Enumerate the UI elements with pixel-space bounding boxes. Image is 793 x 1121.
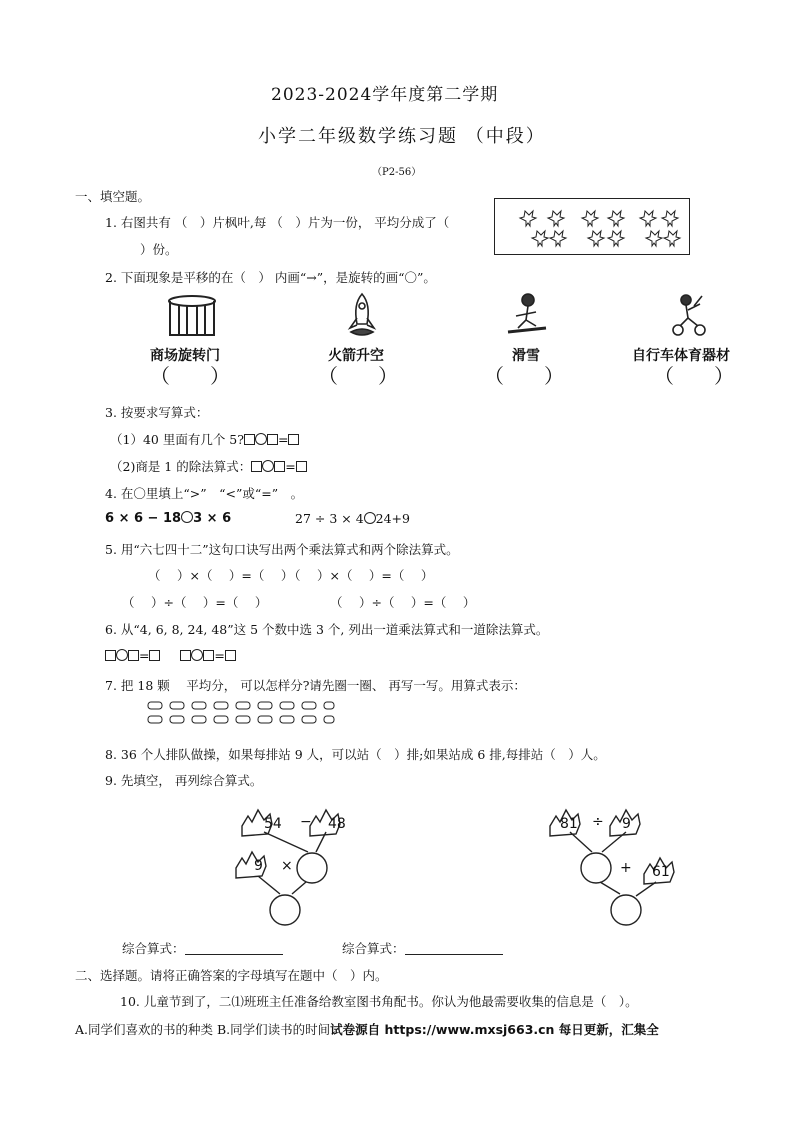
skier-icon (506, 292, 550, 338)
q1-line2: ）份。 (140, 242, 178, 257)
rocket-icon (345, 292, 379, 338)
candy-icon-group (146, 700, 336, 730)
answer-box[interactable] (225, 650, 236, 661)
q6-text: 6. 从“4, 6, 8, 24, 48”这 5 个数中选 3 个, 列出一道乘法算式和一道除法算式。 (105, 622, 549, 637)
q5-row1a[interactable]: （ ）×（ ）=（ ） (148, 568, 294, 583)
tree2-b: 9 (622, 816, 631, 832)
q2-caption-2: 火箭升空 (328, 348, 384, 364)
answer-box[interactable] (288, 434, 299, 445)
answer-box[interactable] (251, 461, 262, 472)
q4-expr1-left: 6 × 6 − 18 (105, 511, 182, 526)
tree1-op1: − (300, 814, 312, 830)
operator-circle[interactable] (255, 433, 267, 445)
exercise-bike-icon (668, 292, 710, 338)
paper-subtitle: 小学二年级数学练习题 （中段） (258, 126, 546, 147)
formula-label-2: 综合算式： (342, 941, 405, 956)
q4-expr2 (295, 511, 410, 526)
section-heading-fill: 一、填空题。 (75, 189, 151, 204)
revolving-door-icon (167, 295, 217, 339)
q5-text: 5. 用“六七四十二”这句口诀写出两个乘法算式和两个除法算式。 (105, 542, 459, 557)
tree2-op1: ÷ (592, 814, 604, 830)
q4-expr1-right: 3 × 6 (193, 511, 232, 526)
q5-row2a[interactable]: （ ）÷（ ）=（ ） (122, 595, 268, 610)
q2-caption-1: 商场旋转门 (150, 348, 220, 364)
tree2-op2: + (620, 860, 632, 876)
formula-1 (122, 939, 283, 957)
answer-box[interactable] (267, 434, 278, 445)
q4-expr2-left: 27 ÷ 3 × 4 (295, 511, 364, 526)
q3-sub2-label: （2)商是 1 的除法算式： (110, 459, 252, 474)
answer-box[interactable] (149, 650, 160, 661)
q3-sub2: （2)商是 1 的除法算式： = (110, 457, 307, 475)
q8-text: 8. 36 个人排队做操，如果每排站 9 人，可以站（ ）排;如果站成 6 排,每排站（ ）人。 (105, 747, 606, 762)
answer-box[interactable] (105, 650, 116, 661)
maple-leaves-image (494, 198, 690, 255)
q6-answer-row: = = (105, 648, 236, 663)
formula-2 (342, 939, 503, 957)
q10-options (75, 1020, 659, 1038)
q3-sub1: （1）40 里面有几个 5? = (110, 430, 299, 448)
q2-answer-1[interactable]: （ ） (150, 364, 230, 388)
tree2-a: 81 (560, 816, 578, 832)
q1-line1: 1. 右图共有 （ ）片枫叶,每 （ ）片为一份， 平均分成了（ (105, 215, 450, 230)
operator-circle[interactable] (116, 649, 128, 661)
q10-text: 10. 儿童节到了，二⑴班班主任准备给教室图书角配书。你认为他最需要收集的信息是（ ）。 (120, 994, 638, 1009)
answer-box[interactable] (180, 650, 191, 661)
answer-box[interactable] (203, 650, 214, 661)
q4-expr2-right: 24+9 (375, 511, 410, 526)
answer-box[interactable] (296, 461, 307, 472)
formula-label-1: 综合算式： (122, 941, 185, 956)
q2-answer-4[interactable]: （ ） (654, 364, 734, 388)
operator-circle[interactable] (262, 460, 274, 472)
formula-answer-line-2[interactable] (405, 943, 503, 955)
q2-text: 2. 下面现象是平移的在（ ） 内画“→”，是旋转的画“〇”。 (105, 270, 436, 285)
tree1-a: 54 (264, 816, 282, 832)
operator-circle[interactable] (191, 649, 203, 661)
q4-expr1 (105, 511, 231, 526)
q7-text: 7. 把 18 颗 平均分， 可以怎样分?请先圈一圈、 再写一写。用算式表示： (105, 678, 526, 693)
answer-box[interactable] (244, 434, 255, 445)
q10-option-a[interactable]: A.同学们喜欢的书的种类 (75, 1022, 214, 1037)
compare-circle[interactable] (364, 512, 376, 524)
q3-text: 3. 按要求写算式： (105, 405, 209, 420)
q2-answer-2[interactable]: （ ） (318, 364, 398, 388)
paper-code: （P2-56） (372, 167, 422, 178)
watermark-text: 试卷源自 https://www.mxsj663.cn 每日更新，汇集全 (330, 1022, 659, 1037)
q2-caption-4: 自行车体育器材 (632, 348, 730, 364)
q2-answer-3[interactable]: （ ） (484, 364, 564, 388)
q5-row2b[interactable]: （ ）÷（ ）=（ ） (330, 595, 476, 610)
tree1-op2: × (281, 858, 293, 874)
compare-circle[interactable] (181, 511, 193, 523)
q4-text: 4. 在〇里填上“>” “<”或“=” 。 (105, 486, 304, 501)
tree1-c: 9 (254, 858, 263, 874)
q5-row1b[interactable]: （ ）×（ ）=（ ） (288, 568, 434, 583)
tree2-c: 61 (652, 864, 670, 880)
paper-title: 2023-2024学年度第二学期 (271, 85, 499, 105)
maple-leaf-icon-group (495, 199, 689, 254)
q9-text: 9. 先填空， 再列综合算式。 (105, 773, 263, 788)
answer-box[interactable] (128, 650, 139, 661)
q3-sub1-label: （1）40 里面有几个 5? (110, 432, 244, 447)
q2-caption-3: 滑雪 (512, 348, 540, 364)
formula-answer-line-1[interactable] (185, 943, 283, 955)
tree1-b: 48 (328, 816, 346, 832)
answer-box[interactable] (274, 461, 285, 472)
section-heading-choice: 二、选择题。请将正确答案的字母填写在题中（ ）内。 (75, 968, 388, 983)
q10-option-b[interactable]: B.同学们读书的时间 (217, 1022, 331, 1037)
